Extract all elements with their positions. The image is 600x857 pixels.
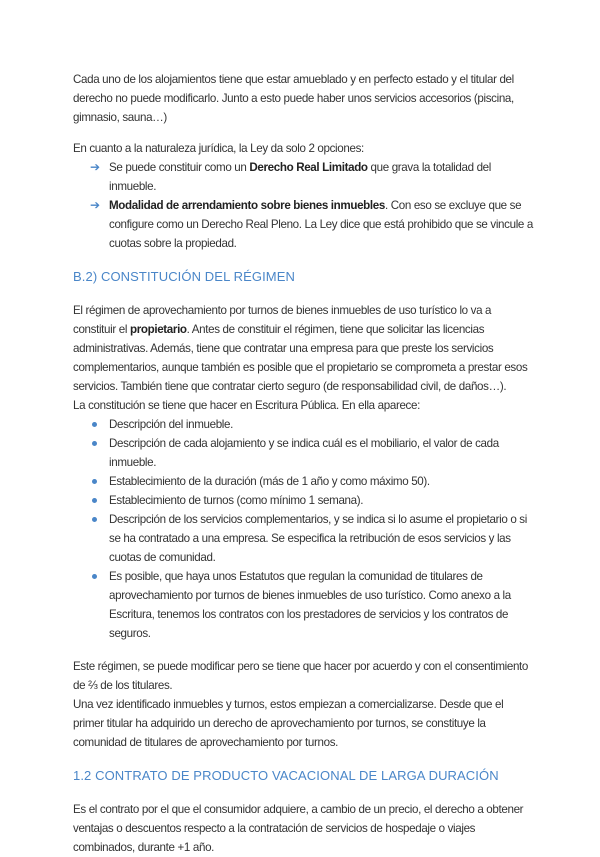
paragraph-naturaleza: En cuanto a la naturaleza jurídica, la Ley da solo 2 opciones: — [73, 142, 364, 155]
bullet-icon — [92, 498, 97, 503]
paragraph-constitucion: El régimen de aprovechamiento por turnos de bienes inmuebles de uso turístico lo va a constituir el propietario. Antes de constituir el régimen, tiene que solicitar las licencias administrativas. Además, tiene que contratar una empresa para que preste los servicios complementarios, aunque también es posible que el propietario se comprometa a prestar esos servicios. También tiene que contratar cierto seguro (de responsabilidad civil, de daños…). — [73, 304, 528, 393]
list-item: Descripción de cada alojamiento y se indica cuál es el mobiliario, el valor de cada inmueble. — [73, 434, 533, 472]
list-item: Establecimiento de la duración (más de 1 año y como máximo 50). — [73, 472, 533, 491]
option-item: ➔ Se puede constituir como un Derecho Real Limitado que grava la totalidad del inmueble. — [90, 160, 491, 193]
paragraph-comercializacion: Una vez identificado inmuebles y turnos, estos empiezan a comercializarse. Desde que el primer titular ha adquirido un derecho de aprovechamiento por turnos, se constituye la comunidad de titulares de aprovechamiento por turnos. — [73, 698, 504, 749]
list-item: Es posible, que haya unos Estatutos que regulan la comunidad de titulares de aprovechamiento por turnos de bienes inmuebles de uso turístico. Como anexo a la Escritura, tenemos los contratos con los prestadores de servicios y los contratos de seguros. — [73, 567, 533, 643]
bullet-icon — [92, 574, 97, 579]
bullet-icon — [92, 479, 97, 484]
bullet-icon — [92, 517, 97, 522]
paragraph-producto-vacacional: Es el contrato por el que el consumidor adquiere, a cambio de un precio, el derecho a obtener ventajas o descuentos respecto a la contratación de servicios de hospedaje o viajes combinados, durante +1 año. — [73, 803, 524, 854]
document-page — [73, 70, 533, 857]
arrow-right-icon: ➔ — [90, 198, 100, 212]
bullet-icon — [92, 422, 97, 427]
list-item: Descripción del inmueble. — [73, 415, 533, 434]
option-item: ➔ Modalidad de arrendamiento sobre bienes inmuebles. Con eso se excluye que se configure como un Derecho Real Pleno. La Ley dice que está prohibido que se vincule a cuotas sobre la propiedad. — [90, 198, 533, 250]
bullet-icon — [92, 441, 97, 446]
paragraph-modificacion: Este régimen, se puede modificar pero se tiene que hacer por acuerdo y con el consentimiento de ⅔ de los titulares. — [73, 660, 529, 692]
section-heading: 1.2 CONTRATO DE PRODUCTO VACACIONAL DE LARGA DURACIÓN — [73, 768, 499, 783]
escritura-list — [73, 415, 533, 643]
section-heading: B.2) CONSTITUCIÓN DEL RÉGIMEN — [73, 269, 295, 284]
list-item: Establecimiento de turnos (como mínimo 1 semana). — [73, 491, 533, 510]
options-list — [73, 158, 533, 253]
paragraph-escritura: La constitución se tiene que hacer en Escritura Pública. En ella aparece: — [73, 399, 420, 412]
list-item: Descripción de los servicios complementarios, y se indica si lo asume el propietario o si se ha contratado a una empresa. Se especifica la retribución de esos servicios y las cuotas de comunidad. — [73, 510, 533, 567]
arrow-right-icon: ➔ — [90, 160, 100, 174]
paragraph-alojamientos: Cada uno de los alojamientos tiene que estar amueblado y en perfecto estado y el titular del derecho no puede modificarlo. Junto a esto puede haber unos servicios accesorios (piscina, gimnasio, sauna…) — [73, 73, 514, 124]
